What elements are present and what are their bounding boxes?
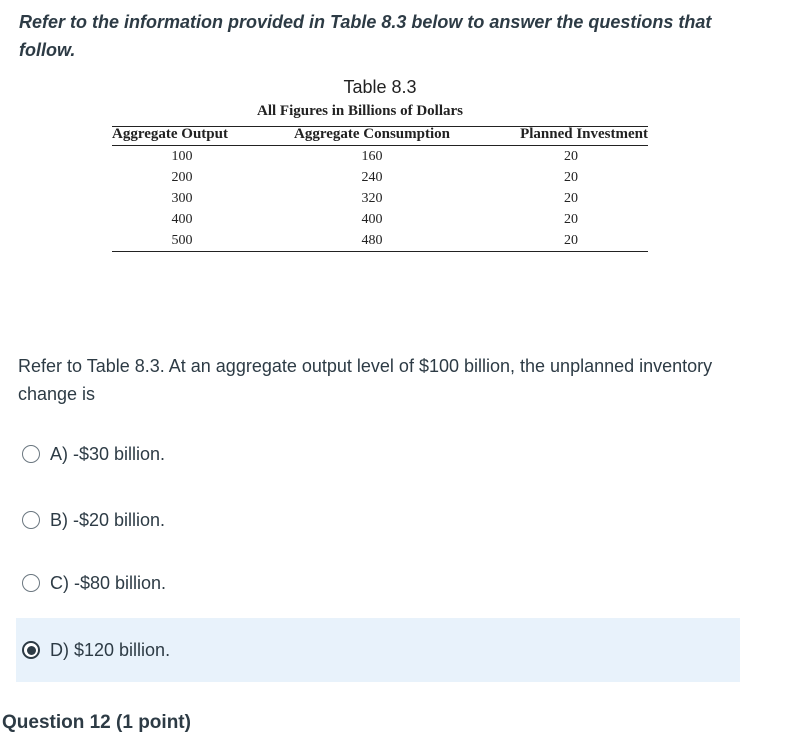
table-cell: 400 [171,211,193,227]
table-cell: 320 [361,190,383,206]
radio-button[interactable] [22,445,40,463]
table-cell: 20 [564,211,578,227]
table-row [112,188,648,209]
question-text: Refer to Table 8.3. At an aggregate output level of $100 billion, the unplanned inventory change is [18,356,713,404]
table-cell: 20 [564,190,578,206]
table-row [112,230,648,252]
radio-button[interactable] [22,574,40,592]
instructions-text: Refer to the information provided in Table 8.3 below to answer the questions that follow. [19,12,712,60]
answer-option-a[interactable] [16,422,740,486]
answer-option-label: B) -$20 billion. [50,509,166,530]
table-cell: 300 [171,190,193,206]
table-title: Table 8.3 [343,77,417,97]
table-cell: 480 [252,230,492,252]
answer-option-c[interactable] [16,551,740,615]
column-header: Aggregate Output [112,124,252,146]
table-row [112,167,648,188]
table-header-row [112,124,648,146]
table-cell: 20 [564,169,578,185]
table-cell: 400 [361,211,383,227]
table-cell: 240 [361,169,383,185]
next-question-heading: Question 12 (1 point) [2,712,191,733]
table-row [112,146,648,168]
table-subtitle-row [112,100,648,122]
answer-option-label: D) $120 billion. [50,639,171,660]
data-table-figure [112,74,648,252]
table-cell: 20 [492,230,648,252]
table-subtitle: All Figures in Billions of Dollars [255,100,465,122]
table-row [112,209,648,230]
radio-button[interactable] [22,511,40,529]
data-table [112,124,648,252]
table-top-rule [112,126,648,127]
table-cell: 100 [171,148,193,164]
answer-option-b[interactable] [16,488,740,552]
table-cell: 20 [564,148,578,164]
answer-option-label: C) -$80 billion. [50,572,167,593]
table-cell: 500 [112,230,252,252]
answer-option-d[interactable] [16,618,740,682]
column-header: Aggregate Consumption [252,124,492,146]
table-cell: 160 [361,148,383,164]
column-header: Planned Investment [492,124,648,146]
radio-button-selected[interactable] [22,641,40,659]
answer-option-label: A) -$30 billion. [50,443,166,464]
table-cell: 200 [171,169,193,185]
